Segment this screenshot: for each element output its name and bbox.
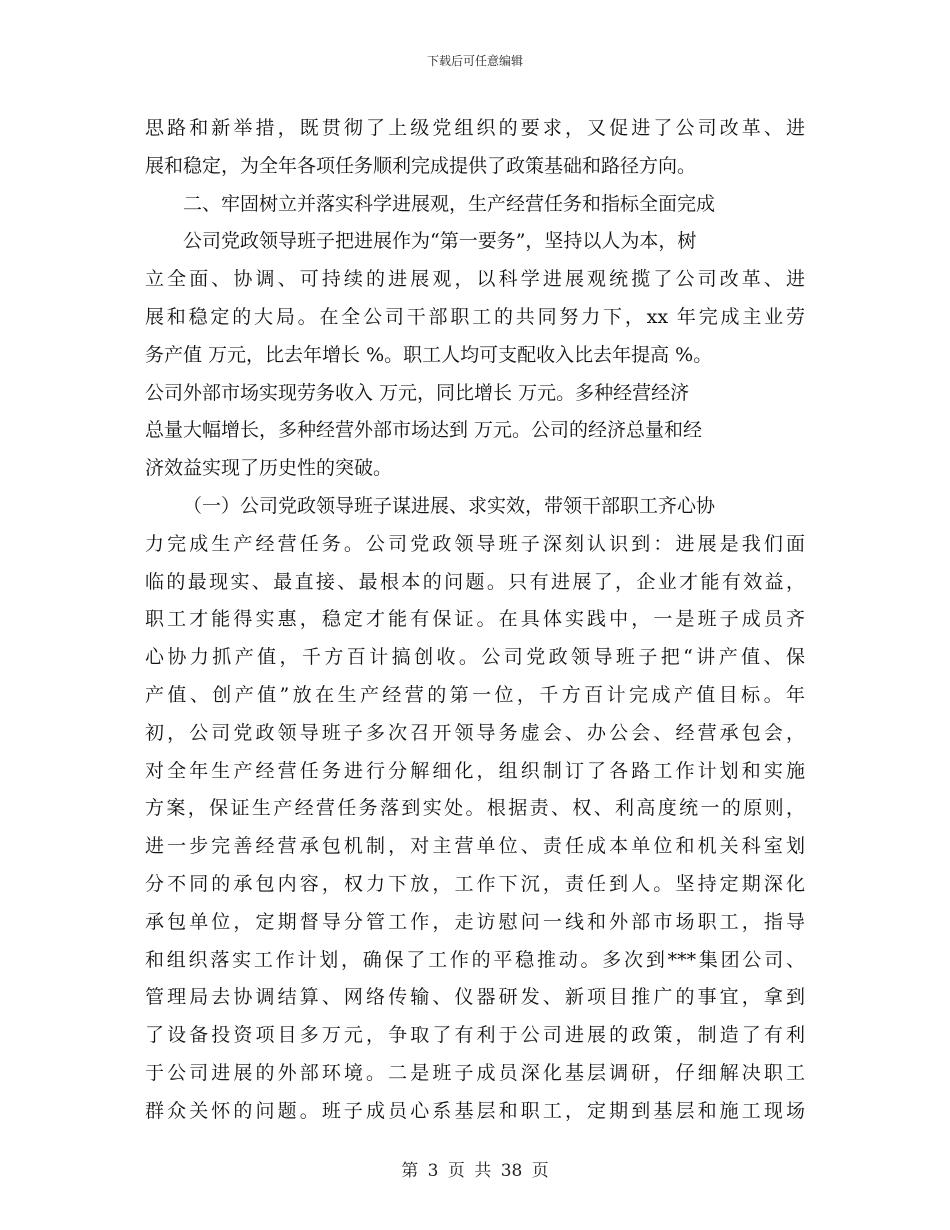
text-line: 进一步完善经营承包机制，对主营单位、责任成本单位和机关科室划 bbox=[145, 835, 805, 858]
text-line: 管理局去协调结算、网络传输、仪器研发、新项目推广的事宜，拿到 bbox=[145, 986, 805, 1009]
text-line: 心协力抓产值，千方百计搞创收。公司党政领导班子把“讲产值、保 bbox=[145, 646, 805, 669]
page-footer: 第 3 页 共 38 页 bbox=[401, 1161, 549, 1181]
text-line: 方案，保证生产经营任务落到实处。根据责、权、利高度统一的原则， bbox=[145, 797, 805, 820]
page-header: 下载后可任意编辑 bbox=[426, 54, 523, 68]
text-line: 二、牢固树立并落实科学进展观，生产经营任务和指标全面完成 bbox=[183, 192, 716, 215]
text-line: 分不同的承包内容，权力下放，工作下沉，责任到人。坚持定期深化 bbox=[145, 872, 805, 895]
text-line: （一）公司党政领导班子谋进展、求实效，带领干部职工齐心协 bbox=[183, 494, 716, 517]
text-line: 务产值 万元，比去年增长 %。职工人均可支配收入比去年提高 %。 bbox=[145, 343, 713, 366]
text-line: 济效益实现了历史性的突破。 bbox=[145, 457, 393, 480]
text-line: 于公司进展的外部环境。二是班子成员深化基层调研，仔细解决职工 bbox=[145, 1061, 805, 1084]
text-line: 公司外部市场实现劳务收入 万元，同比增长 万元。多种经营经济 bbox=[145, 381, 690, 404]
text-line: 了设备投资项目多万元，争取了有利于公司进展的政策，制造了有利 bbox=[145, 1024, 805, 1047]
text-line: 力完成生产经营任务。公司党政领导班子深刻认识到：进展是我们面 bbox=[145, 532, 805, 555]
text-line: 群众关怀的问题。班子成员心系基层和职工，定期到基层和施工现场 bbox=[145, 1099, 805, 1122]
text-line: 总量大幅增长，多种经营外部市场达到 万元。公司的经济总量和经 bbox=[145, 419, 703, 442]
text-line: 对全年生产经营任务进行分解细化，组织制订了各路工作计划和实施 bbox=[145, 759, 805, 782]
text-line: 和组织落实工作计划，确保了工作的平稳推动。多次到***集团公司、 bbox=[145, 948, 805, 971]
text-line: 思路和新举措，既贯彻了上级党组织的要求，又促进了公司改革、进 bbox=[145, 117, 805, 139]
text-line: 职工才能得实惠，稳定才能有保证。在具体实践中，一是班子成员齐 bbox=[145, 608, 805, 631]
text-line: 产值、创产值”放在生产经营的第一位，千方百计完成产值目标。年 bbox=[145, 683, 805, 706]
text-line: 公司党政领导班子把进展作为“第一要务”，坚持以人为本，树 bbox=[183, 230, 697, 253]
text-line: 展和稳定，为全年各项任务顺利完成提供了政策基础和路径方向。 bbox=[145, 154, 697, 177]
text-line: 初，公司党政领导班子多次召开领导务虚会、办公会、经营承包会， bbox=[145, 721, 805, 744]
text-line: 临的最现实、最直接、最根本的问题。只有进展了，企业才能有效益， bbox=[145, 570, 805, 593]
text-line: 立全面、协调、可持续的进展观，以科学进展观统揽了公司改革、进 bbox=[145, 268, 805, 291]
document-body bbox=[145, 110, 805, 1131]
text-line: 展和稳定的大局。在全公司干部职工的共同努力下，xx 年完成主业劳 bbox=[145, 305, 805, 328]
text-line: 承包单位，定期督导分管工作，走访慰问一线和外部市场职工，指导 bbox=[145, 910, 805, 933]
